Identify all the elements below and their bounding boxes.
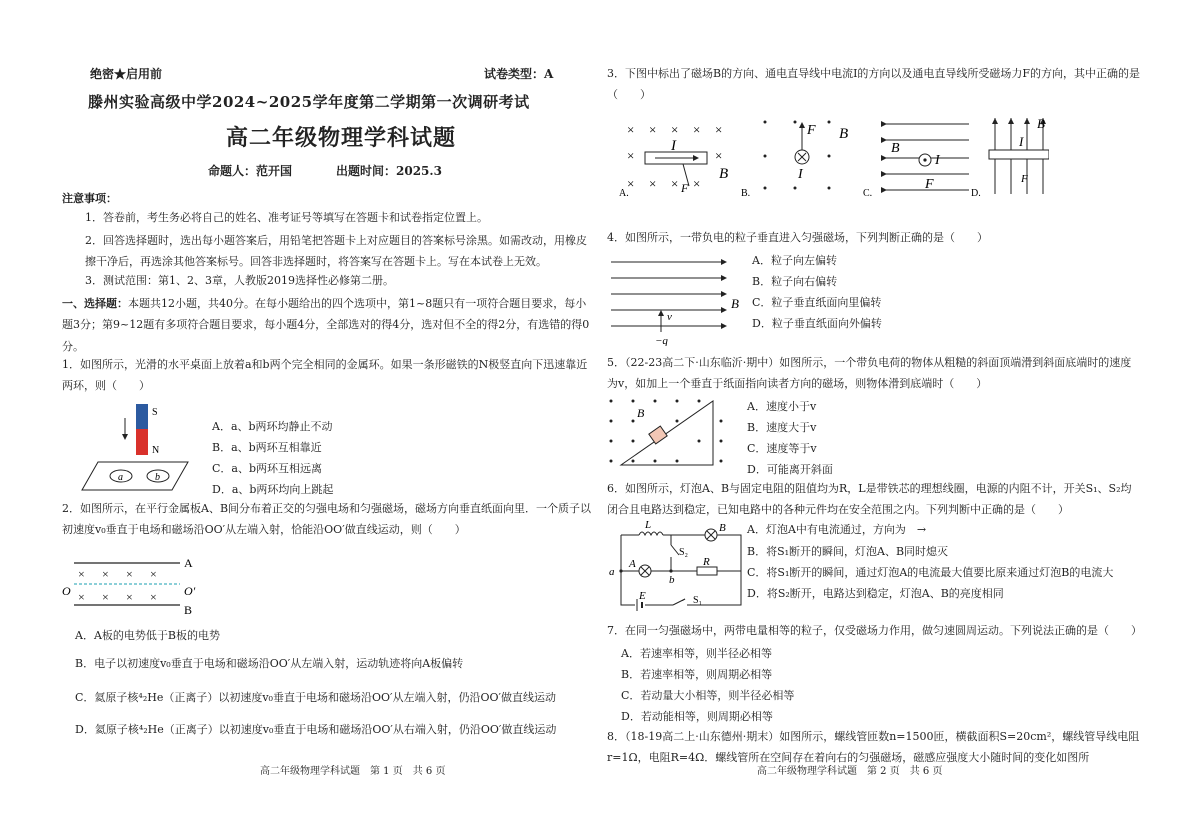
svg-text:×: × (150, 590, 157, 604)
o-prime-label: O′ (184, 584, 196, 598)
svg-text:×: × (671, 176, 679, 191)
question-7-stem: 7．在同一匀强磁场中，两带电量相等的粒子，仅受磁场力作用，做匀速圆周运动。下列说法正确的是（ ） (607, 624, 1142, 637)
svg-text:F: F (681, 181, 689, 195)
q3-label-c: C. (863, 188, 873, 199)
field-crosses (78, 567, 157, 604)
svg-text:B: B (719, 166, 729, 182)
svg-text:×: × (671, 122, 679, 137)
q1-option-a[interactable]: A．a、b两环均静止不动 (212, 420, 333, 433)
svg-text:×: × (693, 176, 701, 191)
v-label: v (667, 311, 672, 323)
block (649, 426, 667, 444)
charge-label: −q (655, 335, 668, 346)
q6-option-b[interactable]: B．将S₁断开的瞬间，灯泡A、B同时熄灭 (747, 545, 949, 558)
svg-text:F: F (925, 177, 934, 192)
q5-option-d[interactable]: D．可能离开斜面 (747, 463, 833, 476)
q7-option-d[interactable]: D．若动能相等，则周期必相等 (621, 710, 773, 723)
q7-option-b[interactable]: B．若速率相等，则周期必相等 (621, 668, 773, 681)
svg-text:×: × (102, 567, 109, 581)
section-1-intro (62, 293, 592, 357)
question-8-stem: 8．（18-19高二上·山东德州·期末）如图所示，螺线管匝数n=1500匝，横截面积S=20cm²，螺线管导线电阻r=1Ω，电阻R=4Ω．螺线管所在空间存在着向右的匀强磁场，磁感应强度大小随时间的变化如图所 (607, 730, 1140, 765)
magnet-n-label: N (152, 445, 160, 456)
svg-text:B: B (1037, 116, 1045, 131)
q6-option-c[interactable]: C．将S₁断开的瞬间，通过灯泡A的电流最大值要比原来通过灯泡B的电流大 (747, 566, 1114, 579)
question-6-figure (607, 515, 747, 615)
exam-date: 出题时间：2025.3 (336, 164, 442, 178)
q5-option-b[interactable]: B．速度大于v (747, 421, 817, 434)
q3-figure-c (881, 121, 969, 193)
q5-option-c[interactable]: C．速度等于v (747, 442, 817, 455)
question-2-figure (60, 553, 210, 617)
question-1-figure (78, 398, 198, 492)
battery-label: E (639, 590, 646, 602)
svg-text:×: × (627, 122, 635, 137)
plate-a-label: A (184, 556, 193, 570)
q3-figure-d (989, 116, 1049, 194)
b-label: B (731, 296, 739, 311)
svg-text:I: I (798, 167, 803, 182)
q4-option-a[interactable]: A．粒子向左偏转 (752, 254, 837, 267)
q7-option-c[interactable]: C．若动量大小相等，则半径必相等 (621, 689, 795, 702)
question-4-stem: 4．如图所示，一带负电的粒子垂直进入匀强磁场，下列判断正确的是（ ） (607, 231, 988, 244)
svg-text:B: B (839, 126, 849, 142)
svg-text:×: × (78, 590, 85, 604)
question-4-figure (607, 254, 747, 346)
magnet-s-pole (136, 404, 148, 429)
svg-text:×: × (649, 176, 657, 191)
svg-text:×: × (693, 122, 701, 137)
q4-option-b[interactable]: B．粒子向右偏转 (752, 275, 838, 288)
table-top (82, 462, 188, 490)
school-title: 滕州实验高级中学2024~2025学年度第二学期第一次调研考试 (88, 93, 530, 111)
question-5-stem: 5．（22-23高二下·山东临沂·期中）如图所示，一个带负电荷的物体从粗糙的斜面顶端滑到斜面底端时的速度为v，如加上一个垂直于纸面指向读者方向的磁场，则物体滑到底端时（ ） (607, 356, 1132, 391)
svg-text:×: × (102, 590, 109, 604)
switch-2-label: S₂ (679, 547, 689, 558)
magnet-s-label: S (152, 407, 158, 418)
q3-label-b: B. (741, 188, 751, 199)
lamp-a-label: A (629, 558, 636, 570)
q1-option-c[interactable]: C．a、b两环互相远离 (212, 462, 323, 475)
main-title: 高二年级物理学科试题 (226, 125, 457, 151)
page-1 (60, 0, 595, 831)
notice-item: 1．答卷前，考生务必将自己的姓名、准考证号等填写在答题卡和试卷指定位置上。 (85, 211, 488, 224)
svg-text:F: F (807, 123, 816, 138)
incline (621, 401, 713, 465)
svg-text:×: × (649, 122, 657, 137)
b-label: B (637, 406, 645, 420)
q4-option-c[interactable]: C．粒子垂直纸面向里偏转 (752, 296, 882, 309)
question-5-figure (607, 395, 737, 471)
svg-text:×: × (150, 567, 157, 581)
node-a-label: a (609, 566, 615, 578)
q3-label-d: D. (971, 188, 981, 199)
plate-b-label: B (184, 603, 193, 617)
magnet-n-pole (136, 429, 148, 455)
q1-option-b[interactable]: B．a、b两环互相靠近 (212, 441, 322, 454)
svg-text:I: I (671, 138, 676, 154)
question-6-stem: 6．如图所示，灯泡A、B与固定电阻的阻值均为R，L是带铁芯的理想线圈，电源的内阻不计，开关S₁、S₂均闭合且电路达到稳定，已知电路中的各种元件均在安全范围之内。下列判断中正确的是（ ） (607, 482, 1132, 517)
node-b-label: b (669, 574, 675, 586)
svg-text:×: × (715, 122, 723, 137)
q3-label-a: A. (619, 188, 629, 199)
section-heading: 一、选择题： (62, 297, 128, 310)
q7-option-a[interactable]: A．若速率相等，则半径必相等 (621, 647, 772, 660)
notice-item: 2．回答选择题时，选出每小题答案后，用铅笔把答题卡上对应题目的答案标号涂黑。如需改动，用橡皮擦干净后，再选涂其他答案标号。回答非选择题时，将答案写在答题卡上。写在本试卷上无效。 (85, 234, 587, 269)
o-label: O (62, 584, 71, 598)
q5-option-a[interactable]: A．速度小于v (747, 400, 817, 413)
author: 命题人：范开国 (208, 164, 293, 178)
page-footer: 高二年级物理学科试题 第 1 页 共 6 页 (260, 766, 446, 777)
ring-a-label: a (118, 472, 123, 483)
notice-heading: 注意事项： (62, 192, 117, 205)
velocity-arrow-icon (658, 310, 664, 316)
svg-text:I: I (1019, 134, 1024, 149)
q2-option-a[interactable]: A．A板的电势低于B板的电势 (75, 629, 220, 642)
q6-option-d[interactable]: D．将S₂断开，电路达到稳定，灯泡A、B的亮度相同 (747, 587, 1004, 600)
ring-b-label: b (155, 472, 160, 483)
svg-text:I: I (935, 153, 940, 168)
section-text: 本题共12小题，共40分。在每小题给出的四个选项中，第1~8题只有一项符合题目要求，每小题3分；第9~12题有多项符合题目要求，每小题4分，全部选对的得4分，选对但不全的得2分，有选错的得0分。 (62, 297, 590, 353)
question-1-stem: 1．如图所示，光滑的水平桌面上放着a和b两个完全相同的金属环。如果一条形磁铁的N极竖直向下迅速靠近两环，则（ ） (62, 358, 588, 393)
q2-option-b[interactable]: B．电子以初速度v₀垂直于电场和磁场沿OO′从左端入射，运动轨迹将向A板偏转 (75, 657, 464, 670)
paper-type: 试卷类型：A (484, 67, 554, 81)
svg-text:×: × (627, 176, 635, 191)
q1-option-d[interactable]: D．a、b两环均向上跳起 (212, 483, 334, 496)
question-3-figures (619, 112, 1049, 200)
page-footer: 高二年级物理学科试题 第 2 页 共 6 页 (757, 766, 943, 777)
arrow-head-icon (122, 434, 128, 440)
q3-figure-a (627, 122, 728, 195)
secret-label: 绝密★启用前 (90, 67, 163, 81)
svg-text:×: × (627, 148, 635, 163)
lamp-b-label: B (719, 522, 726, 534)
q2-option-d[interactable]: D．氦原子核⁴₂He（正离子）以初速度v₀垂直于电场和磁场沿OO′从右端入射，仍沿OO′做直线运动 (75, 723, 557, 736)
svg-text:×: × (78, 567, 85, 581)
switch-1-label: S₁ (693, 595, 703, 606)
q6-option-a[interactable]: A．灯泡A中有电流通过，方向为 → (747, 523, 927, 536)
question-2-stem: 2．如图所示，在平行金属板A、B间分布着正交的匀强电场和匀强磁场，磁场方向垂直纸面向里．一个质子以初速度v₀垂直于电场和磁场沿OO′从左端入射，恰能沿OO′做直线运动，则（ ） (62, 502, 592, 537)
q4-option-d[interactable]: D．粒子垂直纸面向外偏转 (752, 317, 882, 330)
q2-option-c[interactable]: C．氦原子核⁴₂He（正离子）以初速度v₀垂直于电场和磁场沿OO′从左端入射，仍沿OO′做直线运动 (75, 691, 557, 704)
svg-text:F: F (1021, 173, 1028, 185)
notice-item: 3．测试范围：第1、2、3章，人教版2019选择性必修第二册。 (85, 274, 394, 287)
svg-text:×: × (126, 590, 133, 604)
inductor-label: L (645, 519, 652, 531)
svg-text:×: × (715, 148, 723, 163)
page-2 (607, 0, 1147, 831)
question-3-stem: 3．下图中标出了磁场B的方向、通电直导线中电流I的方向以及通电直导线所受磁场力F的方向，其中正确的是（ ） (607, 67, 1141, 102)
svg-text:B: B (891, 141, 900, 156)
resistor-label: R (703, 556, 710, 568)
q3-figure-b (764, 121, 849, 190)
svg-text:×: × (126, 567, 133, 581)
